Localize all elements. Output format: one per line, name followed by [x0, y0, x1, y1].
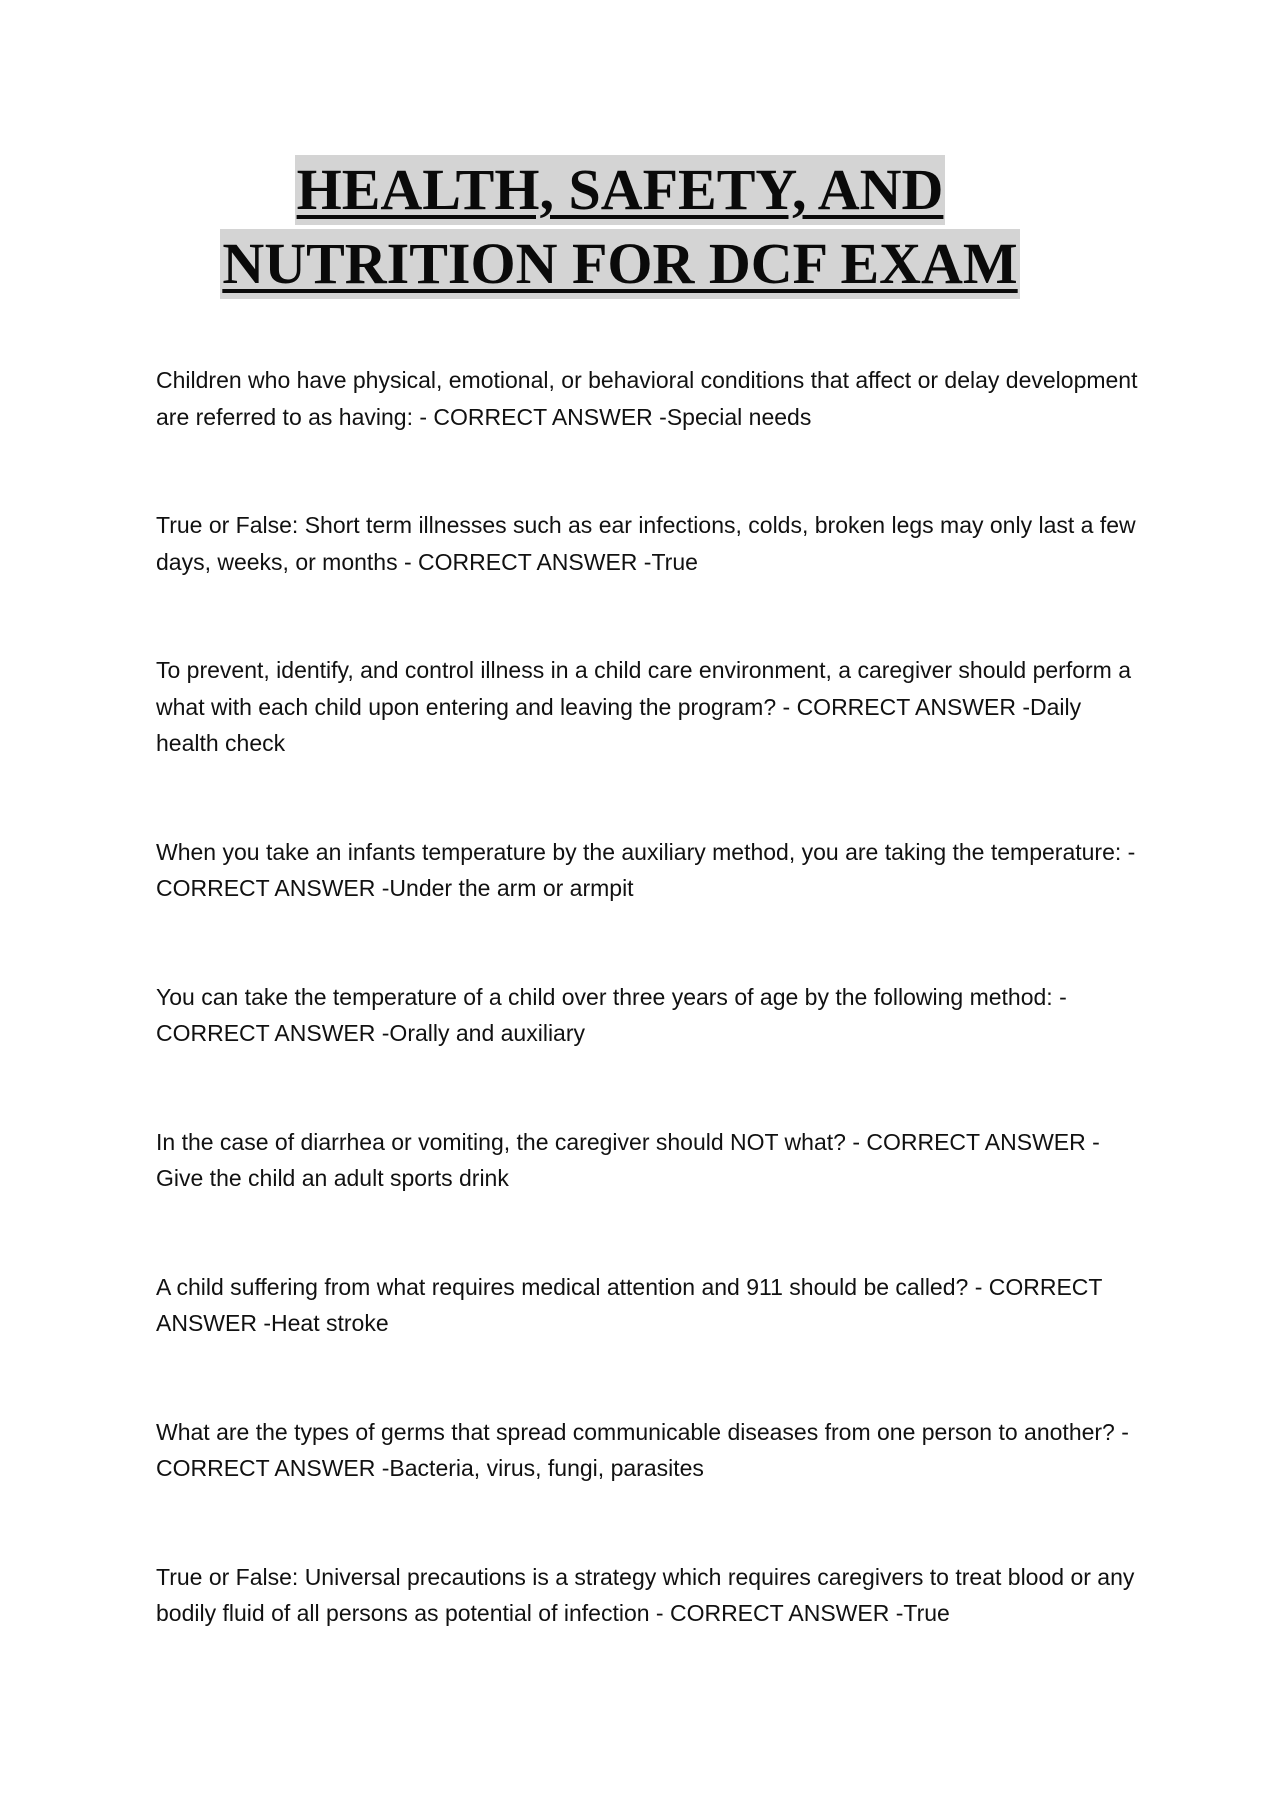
qa-item-9: True or False: Universal precautions is a strategy which requires caregivers to treat blood or any bodily fluid of all persons as potential of infection - CORRECT ANSWER -True [156, 1563, 1135, 1626]
qa-item-5: You can take the temperature of a child over three years of age by the following method: - CORRECT ANSWER -Orally and auxiliary [156, 983, 1067, 1046]
qa-item-1: Children who have physical, emotional, or behavioral conditions that affect or delay development are referred to as having: - CORRECT ANSWER -Special needs [156, 367, 1138, 430]
title-line-1: HEALTH, SAFETY, AND [295, 155, 946, 225]
qa-item-4: When you take an infants temperature by the auxiliary method, you are taking the temperature: - CORRECT ANSWER -Under the arm or armpit [156, 838, 1136, 901]
qa-item-2: True or False: Short term illnesses such as ear infections, colds, broken legs may only last a few days, weeks, or months - CORRECT ANSWER -True [156, 512, 1136, 575]
document-title [0, 155, 1240, 303]
question-answer-list [156, 362, 1146, 1704]
qa-item-3: To prevent, identify, and control illness in a child care environment, a caregiver should perform a what with each child upon entering and leaving the program? - CORRECT ANSWER -Daily health check [156, 657, 1132, 756]
title-line-2: NUTRITION FOR DCF EXAM [220, 229, 1019, 299]
qa-item-6: In the case of diarrhea or vomiting, the caregiver should NOT what? - CORRECT ANSWER - Give the child an adult sports drink [156, 1128, 1100, 1191]
qa-item-7: A child suffering from what requires medical attention and 911 should be called? - CORRECT ANSWER -Heat stroke [156, 1273, 1103, 1336]
qa-item-8: What are the types of germs that spread communicable diseases from one person to another? - CORRECT ANSWER -Bacteria, virus, fungi, parasites [156, 1418, 1129, 1481]
